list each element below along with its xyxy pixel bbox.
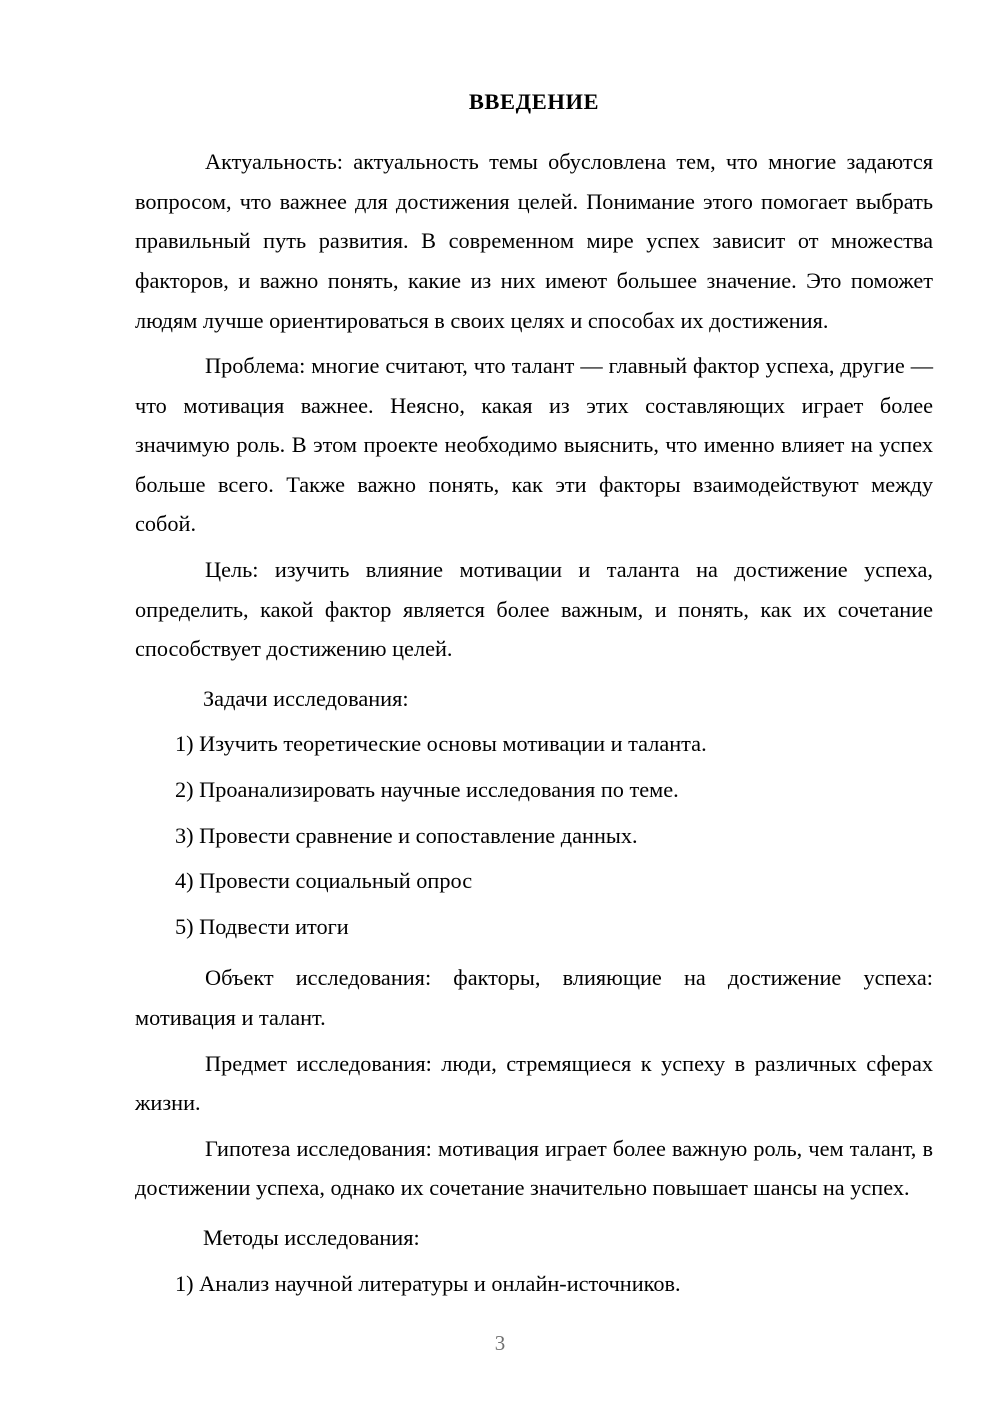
paragraph-relevance: Актуальность: актуальность темы обусловлена тем, что многие задаются вопросом, что важнее для достижения целей. Понимание этого помогает выбрать правильный путь развития. В современном мире успех зависит от множества факторов, и важно понять, какие из них имеют большее значение. Это поможет людям лучше ориентироваться в своих целях и способах их достижения. (135, 149, 933, 333)
tasks-list (135, 724, 933, 946)
list-item: 1) Изучить теоретические основы мотивации и таланта. (175, 731, 707, 757)
paragraph-subject: Предмет исследования: люди, стремящиеся к успеху в различных сферах жизни. (135, 1050, 933, 1116)
document-content (135, 88, 933, 1309)
methods-heading: Методы исследования: (203, 1224, 420, 1250)
paragraph-goal: Цель: изучить влияние мотивации и таланта на достижение успеха, определить, какой фактор является более важным, и понять, как их сочетание способствует достижению целей. (135, 557, 933, 662)
list-item: 2) Проанализировать научные исследования по теме. (175, 777, 679, 803)
paragraph-object: Объект исследования: факторы, влияющие на достижение успеха: мотивация и талант. (135, 965, 933, 1030)
list-item: 3) Провести сравнение и сопоставление данных. (175, 822, 638, 848)
tasks-heading: Задачи исследования: (203, 685, 409, 711)
list-item: 5) Подвести итоги (175, 913, 349, 939)
paragraph-problem: Проблема: многие считают, что талант — главный фактор успеха, другие — что мотивация важнее. Неясно, какая из этих составляющих играет более значимую роль. В этом проекте необходимо выяснить, что именно влияет на успех больше всего. Также важно понять, как эти факторы взаимодействуют между собой. (135, 353, 933, 537)
page-title: ВВЕДЕНИЕ (468, 89, 600, 114)
page-number: 3 (494, 1331, 506, 1355)
paragraph-hypothesis: Гипотеза исследования: мотивация играет более важную роль, чем талант, в достижении успеха, однако их сочетание значительно повышает шансы на успех. (135, 1135, 933, 1201)
list-item: 1) Анализ научной литературы и онлайн-источников. (175, 1270, 681, 1296)
methods-list (135, 1264, 933, 1304)
list-item: 4) Провести социальный опрос (175, 868, 473, 894)
